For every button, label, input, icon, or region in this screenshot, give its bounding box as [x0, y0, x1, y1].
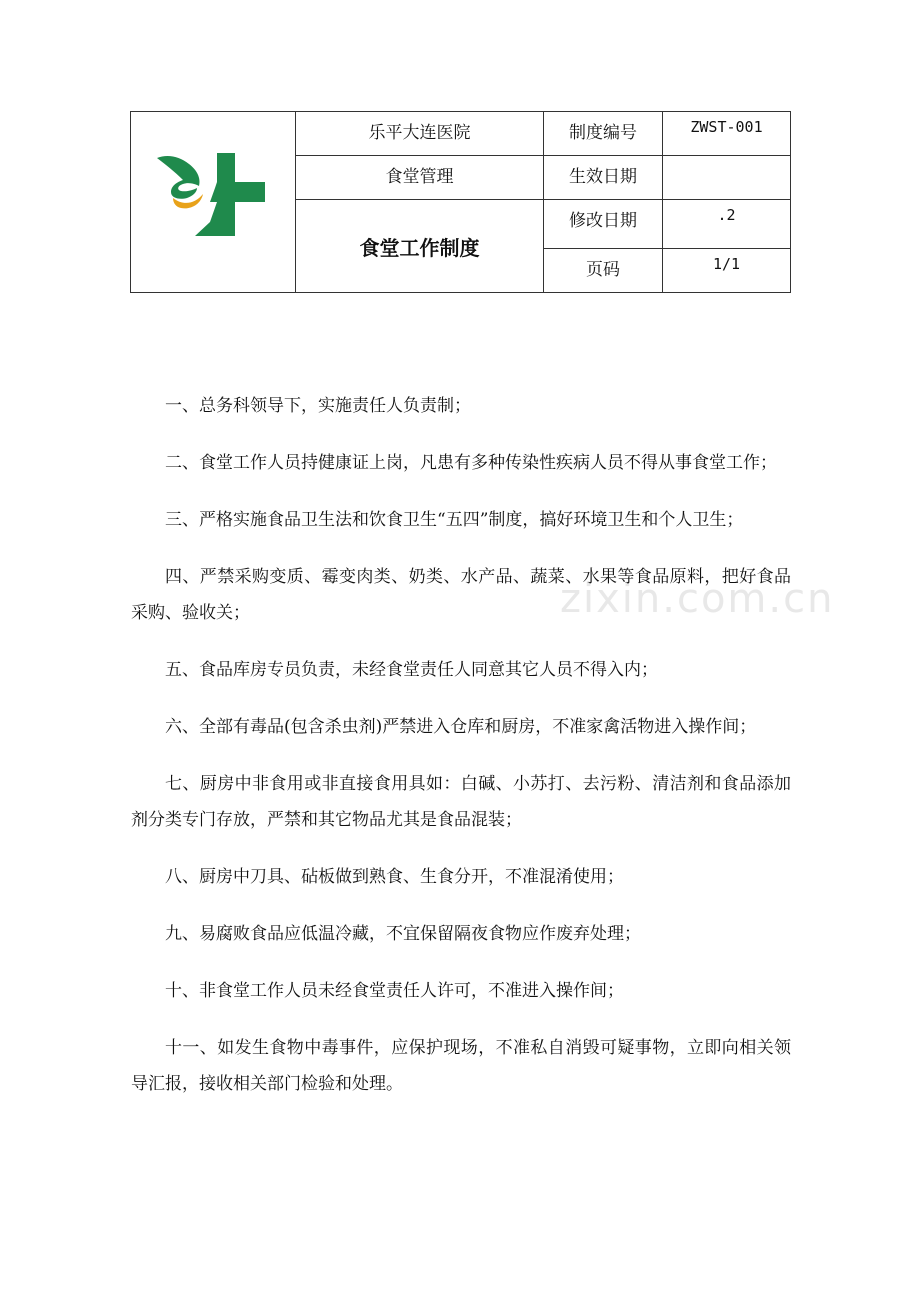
logo-cross-shape [195, 153, 265, 236]
paragraph-7: 七、厨房中非食用或非直接食用具如：白碱、小苏打、去污粉、清洁剂和食品添加剂分类专门存放，严禁和其它物品尤其是食品混装； [131, 774, 791, 830]
paragraph-4: 四、严禁采购变质、霉变肉类、奶类、水产品、蔬菜、水果等食品原料，把好食品采购、验收关； [131, 567, 791, 623]
row-label-effective-date: 生效日期 [544, 156, 663, 200]
document-header-table [130, 111, 791, 293]
row-value-code: ZWST-001 [663, 112, 791, 156]
document-title: 食堂工作制度 [296, 200, 544, 293]
paragraph-5: 五、食品库房专员负责，未经食堂责任人同意其它人员不得入内； [165, 660, 658, 680]
row-value-effective-date [663, 156, 791, 200]
paragraph-1: 一、总务科领导下，实施责任人负责制； [165, 396, 471, 416]
paragraph-2: 二、食堂工作人员持健康证上岗，凡患有多种传染性疾病人员不得从事食堂工作； [165, 453, 777, 473]
department-name: 食堂管理 [296, 156, 544, 200]
row-label-code: 制度编号 [544, 112, 663, 156]
paragraph-11: 十一、如发生食物中毒事件，应保护现场，不准私自消毁可疑事物，立即向相关领导汇报，接收相关部门检验和处理。 [131, 1038, 791, 1094]
logo-bird-shape [157, 156, 200, 199]
hospital-name: 乐平大连医院 [296, 112, 544, 156]
paragraph-9: 九、易腐败食品应低温冷藏，不宜保留隔夜食物应作废弃处理； [165, 924, 641, 944]
row-label-page: 页码 [544, 249, 663, 293]
watermark-text: zixin.com.cn [560, 576, 835, 622]
hospital-logo-icon [131, 112, 296, 287]
paragraph-3: 三、严格实施食品卫生法和饮食卫生“五四”制度，搞好环境卫生和个人卫生； [165, 510, 744, 530]
row-value-page: 1/1 [663, 249, 791, 293]
paragraph-10: 十、非食堂工作人员未经食堂责任人许可，不准进入操作间； [165, 981, 624, 1001]
row-label-revision-date: 修改日期 [544, 200, 663, 249]
regulation-body [131, 388, 791, 1123]
hospital-logo-cell [131, 112, 296, 293]
paragraph-6: 六、全部有毒品(包含杀虫剂)严禁进入仓库和厨房，不准家禽活物进入操作间； [165, 717, 757, 737]
row-value-revision-date: .2 [663, 200, 791, 249]
paragraph-8: 八、厨房中刀具、砧板做到熟食、生食分开，不准混淆使用； [165, 867, 624, 887]
